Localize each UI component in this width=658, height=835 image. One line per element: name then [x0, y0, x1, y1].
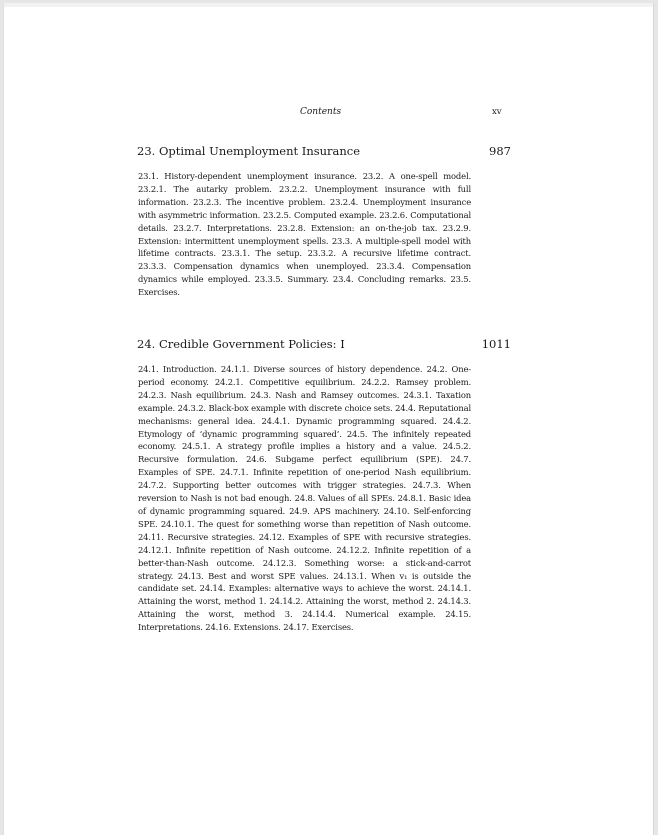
running-head-page-number: xv — [492, 107, 502, 117]
document-page — [3, 3, 654, 835]
chapter-title: 23. Optimal Unemployment Insurance — [137, 144, 361, 158]
toc-entry-chapter-23 — [135, 144, 511, 298]
chapter-page-number: 1011 — [481, 337, 511, 351]
chapter-title: 24. Credible Government Policies: I — [137, 337, 345, 351]
running-head-title: Contents — [300, 107, 342, 117]
chapter-sections: 23.1. History-dependent unemployment insurance. 23.2. A one-spell model. 23.2.1. The autarky problem. 23.2.2. Unemployment insurance with full information. 23.2.3. The incentive problem. 23.2.4. Unemployment insurance with asymmetric information. 23.2.5. Computed example. 23.2.6. Computational details. 23.2.7. Interpretations. 23.2.8. Extension: an on-the-job tax. 23.2.9. Extension: intermittent unemployment spells. 23.3. A multiple-spell model with lifetime contracts. 23.3.1. The setup. 23.3.2. A recursive lifetime contract. 23.3.3. Compensation dynamics when unemployed. 23.3.4. Compensation dynamics while employed. 23.3.5. Summary. 23.4. Concluding remarks. 23.5. Exercises. — [138, 171, 471, 298]
toc-entry-chapter-24 — [135, 337, 511, 633]
chapter-sections: 24.1. Introduction. 24.1.1. Diverse sources of history dependence. 24.2. One-period economy. 24.2.1. Competitive equilibrium. 24.2.2. Ramsey problem. 24.2.3. Nash equilibrium. 24.3. Nash and Ramsey outcomes. 24.3.1. Taxation example. 24.3.2. Black-box example with discrete choice sets. 24.4. Reputational mechanisms: general idea. 24.4.1. Dynamic programming squared. 24.4.2. Etymology of ‘dynamic programming squared’. 24.5. The infinitely repeated economy. 24.5.1. A strategy profile implies a history and a value. 24.5.2. Recursive formulation. 24.6. Subgame perfect equilibrium (SPE). 24.7. Examples of SPE. 24.7.1. Infinite repetition of one-period Nash equilibrium. 24.7.2. Supporting better outcomes with trigger strategies. 24.7.3. When reversion to Nash is not bad enough. 24.8. Values of all SPEs. 24.8.1. Basic idea of dynamic programming squared. 24.9. APS machinery. 24.10. Self-enforcing SPE. 24.10.1. The quest for something worse than repetition of Nash outcome. 24.11. Recursive strategies. 24.12. Examples of SPE with recursive strategies. 24.12.1. Infinite repetition of Nash outcome. 24.12.2. Infinite repetition of a better-than-Nash outcome. 24.12.3. Something worse: a stick-and-carrot strategy. 24.13. Best and worst SPE values. 24.13.1. When v₁ is outside the candidate set. 24.14. Examples: alternative ways to achieve the worst. 24.14.1. Attaining the worst, method 1. 24.14.2. Attaining the worst, method 2. 24.14.3. Attaining the worst, method 3. 24.14.4. Numerical example. 24.15. Interpretations. 24.16. Extensions. 24.17. Exercises. — [138, 364, 471, 633]
chapter-page-number: 987 — [489, 144, 511, 158]
chapter-heading — [135, 144, 511, 160]
chapter-heading — [135, 337, 511, 353]
page-top-edge — [4, 3, 653, 7]
